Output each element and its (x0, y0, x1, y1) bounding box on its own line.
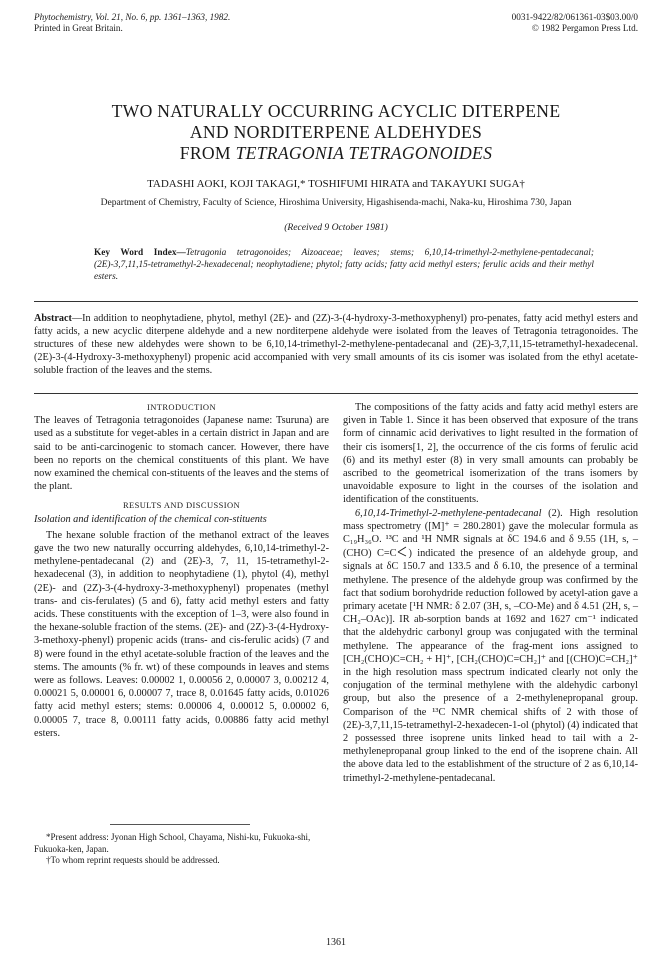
abstract (34, 313, 638, 378)
composition-paragraph: The compositions of the fatty acids and fatty acid methyl esters are given in Table 1. Since it has been observed that exposure of the trans form of cinnamic acid derivatives to light resulted in the formation of their cis isomers[1, 2], the occurrence of the cis forms of ferulic acid (6) and its methyl ester (8) in very small amounts can probably be ascribed to the geometrical isomerization of the trans isomers by unavoidable exposure to light in the courses of the isolation and identification of the constituents. (343, 402, 638, 506)
compound-2-text-a: High resolution mass spectrometry ([M]⁺ = 280.2801) gave the molecular formula as C₁₉H₃₆O. ¹³C and ¹H NMR signals at δC 194.6 and δ 9.55 (1H, s, –(CHO) C=C (343, 507, 639, 560)
title-prefix: FROM (179, 143, 236, 163)
title-line-2: AND NORDITERPENE ALDEHYDES (189, 122, 483, 142)
journal-header (34, 12, 334, 34)
journal-citation: Phytochemistry, Vol. 21, No. 6, pp. 1361–1363, 1982. (34, 12, 231, 22)
keyword-text: Tetragonia tetragonoides; Aizoaceae; leaves; stems; 6,10,14-trimethyl-2-methylene-pentadecanal; (2E)-3,7,11,15-tetramethyl-2-hexadecenal; neophytadiene; phytol; fatty acids; fatty acid methyl esters; ferulic acids and their methyl esters. (94, 248, 594, 283)
keyword-label: Key Word Index— (94, 248, 186, 258)
title-line-1: TWO NATURALLY OCCURRING ACYCLIC DITERPENE (111, 101, 561, 121)
isolation-subheading: Isolation and identification of the chemical con-stituents (34, 513, 267, 525)
footnote-present-address: *Present address: Jyonan High School, Chayama, Nishi-ku, Fukuoka-shi, Fukuoka-ken, Japan. (34, 832, 311, 854)
bond-symbol-icon (397, 546, 409, 557)
footnote-rule (110, 824, 250, 825)
introduction-heading: INTRODUCTION (146, 402, 216, 412)
title-line-3 (0, 143, 672, 164)
left-column (34, 401, 329, 740)
publisher-header (338, 12, 638, 34)
footnotes (34, 832, 329, 867)
divider-bottom (34, 393, 638, 394)
keyword-index (94, 247, 594, 284)
article-title (0, 101, 672, 164)
copyright: © 1982 Pergamon Press Ltd. (531, 23, 638, 33)
page-number: 1361 (326, 937, 346, 948)
right-column (343, 401, 638, 785)
article-code: 0031-9422/82/061361-03$03.00/0 (511, 12, 638, 22)
results-heading: RESULTS AND DISCUSSION (122, 500, 241, 511)
received-date: (Received 9 October 1981) (284, 222, 388, 233)
compound-2-heading: 6,10,14-Trimethyl-2-methylene-pentadecanal (355, 507, 542, 519)
abstract-text: —In addition to neophytadiene, phytol, methyl (2E)- and (2Z)-3-(4-hydroxy-3-methoxyphenyl) pro-penates, fatty acid methyl esters and fatty acids, a new acyclic diterpene aldehyde and a new norditerpene aldehyde were isolated from the leaves of Tetragonia tetragonoides. The structures of these new aldehydes were shown to be 6,10,14-trimethyl-2-methylene-pentadecanal and (2E)-3,7,11,15-tetramethyl-hexadecenal. (2E)-3-(4-Hydroxy-3-methoxyphenyl) propenic acid accompanied with very small amounts of its cis isomer was isolated from the ethyl acetate-soluble fraction of the leaves and the stems. (34, 313, 638, 376)
title-species: TETRAGONIA TETRAGONOIDES (235, 143, 493, 163)
compound-2-number: (2). (548, 507, 563, 519)
introduction-text: The leaves of Tetragonia tetragonoides (Japanese name: Tsuruna) are used as a substitute for veget-ables in a certain district in Japan and are said to be anti-carcinogenic to stomach cancer. However, there have been no reports on the chemical constituents of this plant. We have now examined the chemical con-stituents of the leaves and the stems of the plant. (34, 415, 329, 493)
divider-top (34, 301, 638, 302)
compound-2-paragraph (343, 507, 638, 785)
footnote-reprint: †To whom reprint requests should be addressed. (46, 855, 220, 866)
affiliation: Department of Chemistry, Faculty of Science, Hiroshima University, Higashisenda-machi, Naka-ku, Hiroshima 730, Japan (100, 197, 572, 208)
isolation-paragraph: The hexane soluble fraction of the methanol extract of the leaves gave the two new naturally occurring aldehydes, 6,10,14-trimethyl-2-methylene-pentadecanal (2) and (2E)-3, 7, 11, 15-tetramethyl-2-hexadecenal (3), in addition to neophytadiene (1), phytol (4), methyl (2E)- and (2Z)-3-(4-hydroxy-3-methoxyphenyl) propenates (methyl trans- and cis-ferulates) (5 and 6), fatty acid methyl esters and fatty acids. These constituents with the exception of 1–3, were also found in the hexane-soluble fraction of the stems. (2E)- and (2Z)-3-(4-Hydroxy-3-methoxy-phenyl) propenic acids (trans- and cis-ferulic acids) (7 and 8) were found in the ethyl acetate-soluble fraction of the leaves and the stems. The amounts (% fr. wt) of these compounds in leaves and stems were as follows. Leaves: 0.00002 1, 0.00056 2, 0.00007 3, 0.00212 4, 0.00021 5, 0.00001 6, 0.00007 7, trace 8, 0.01645 fatty acids, 0.01026 fatty acid methyl esters; stems: 0.00006 4, 0.00012 5, 0.00002 6, 0.00005 7, trace 8, 0.00111 fatty acids, 0.00886 fatty acid methyl esters. (34, 529, 329, 739)
authors: TADASHI AOKI, KOJI TAKAGI,* TOSHIFUMI HIRATA and TAKAYUKI SUGA† (147, 178, 525, 190)
abstract-label: Abstract (34, 313, 72, 324)
printed-in: Printed in Great Britain. (34, 23, 123, 33)
compound-2-text-b: ) indicated the presence of an aldehyde group, and signals at δC 150.7 and 133.5 and δ 6.10, the presence of a terminal methylene. The presence of the aldehyde group was confirmed by the fact that sodium borohydride reduction followed by acetyl-ation gave a primary acetate [¹H NMR: δ 2.07 (3H, s, –CO-Me) and δ 4.51 (2H, s, –CH₂–OAc)]. IR ab-sorption bands at 1692 and 1627 cm⁻¹ indicated that the aldehydric carbonyl group was conjugated with the terminal methylene. The appearance of the frag-ment ions assigned to [CH₂(CHO)C=CH₂ + H]⁺, [CH₂(CHO)C=CH₂]⁺ and [(CHO)C=CH₂]⁺ in the high resolution mass spectrum indicated clearly not only the conjugation of the terminal methylene with the aldehydic carbonyl group, but also the presence of a 2-methylenepropanal group. Comparison of the ¹³C NMR chemical shifts of 2 with those of (2E)-3,7,11,15-tetramethyl-2-hexadecen-1-ol (phytol) (4) indicated that 2 possessed three isoprene units linked head to tail with a 2-methylenepropanal group linked to the end of the isoprene chain. All the above data led to the establishment of the structure of 2 as 6,10,14-trimethyl-2-methylene-pentadecanal. (343, 548, 639, 784)
